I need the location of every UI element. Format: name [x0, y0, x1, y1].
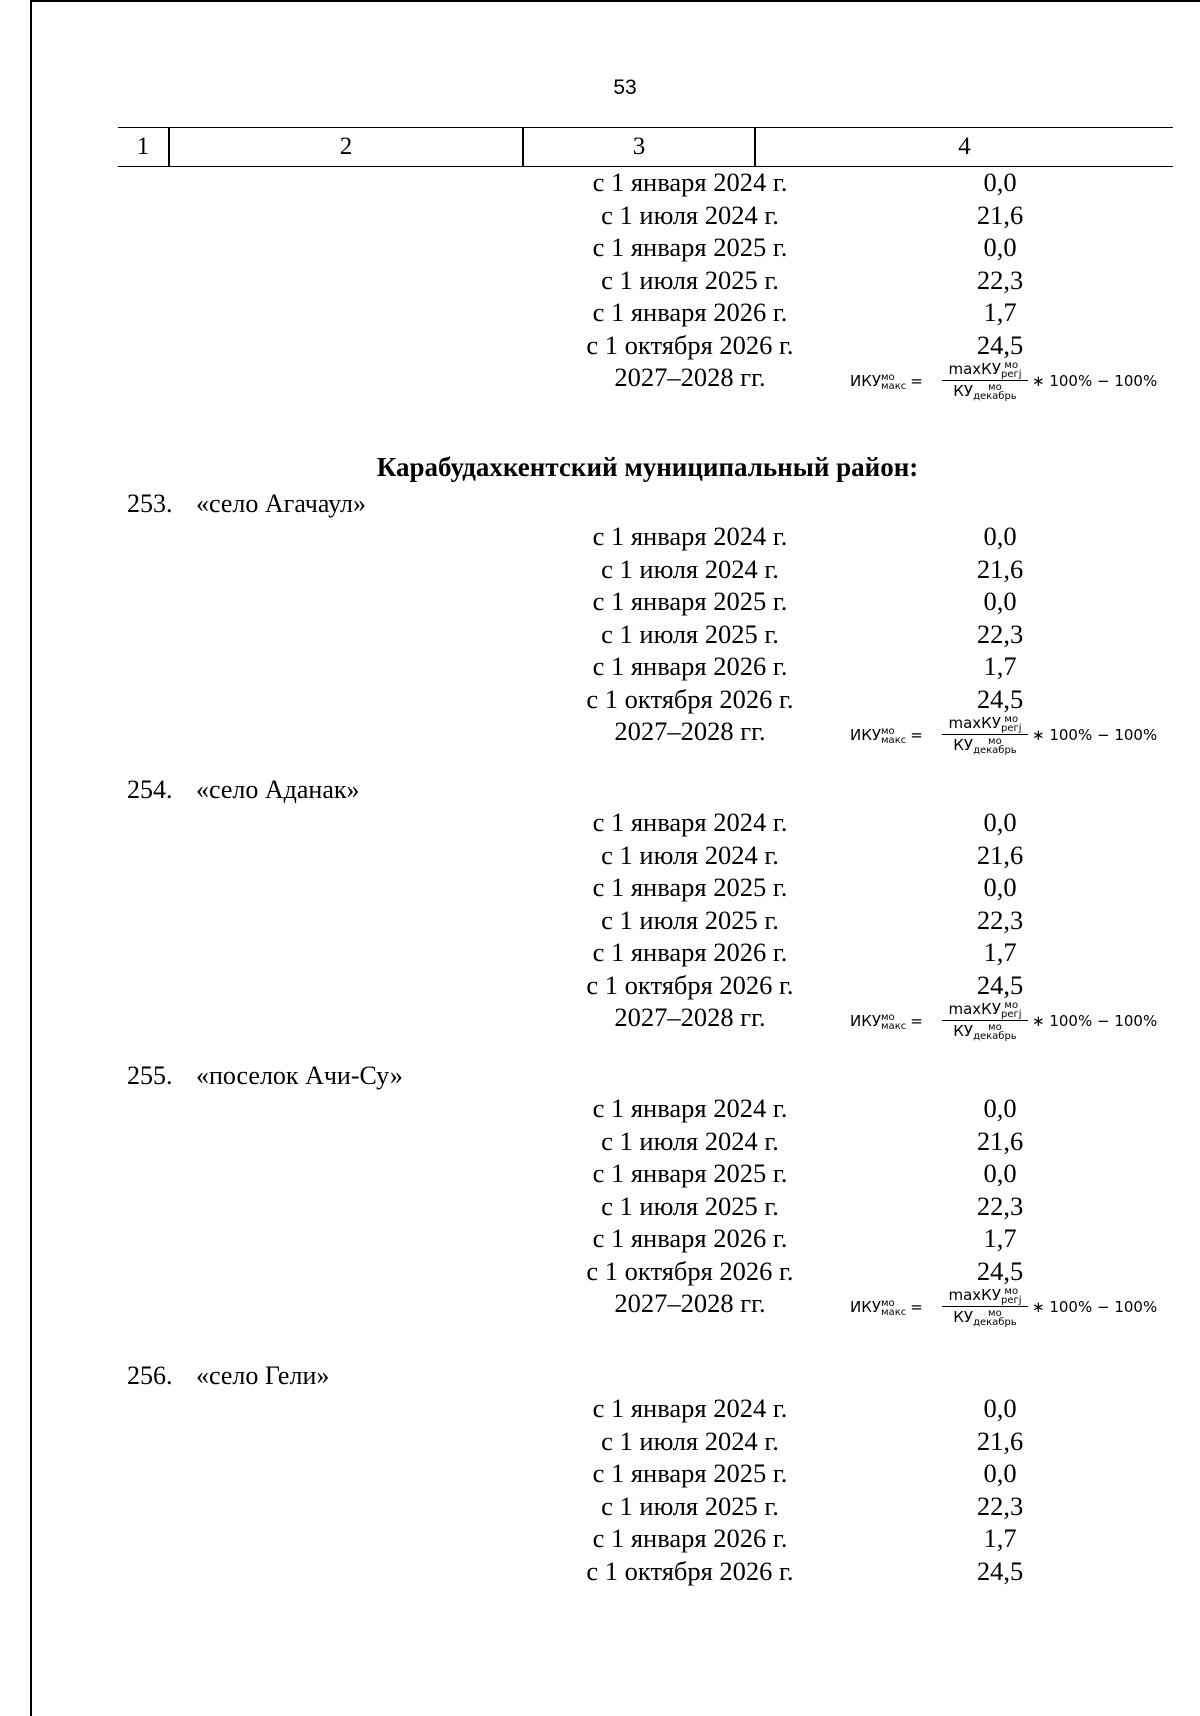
settlement-entry — [0, 1059, 1200, 1092]
effective-date: с 1 января 2026 г. — [592, 297, 788, 327]
formula-denominator-subscript: декабрь — [973, 1030, 1017, 1042]
schedule-row — [0, 520, 1200, 553]
settlement-name: «поселок Ачи-Су» — [196, 1061, 403, 1090]
formula-denominator-subscript: декабрь — [973, 1316, 1017, 1328]
index-formula — [850, 359, 1160, 405]
increase-value: 24,5 — [976, 329, 1024, 360]
formula-lhs-subscript: макс — [881, 1020, 907, 1032]
formula-denominator-subscript: декабрь — [973, 744, 1017, 756]
increase-value: 22,3 — [976, 904, 1024, 935]
formula-lhs-main: ИКУ — [850, 1012, 882, 1030]
increase-value: 0,0 — [983, 807, 1017, 837]
formula-denominator-superscript: мо — [988, 1307, 1002, 1319]
increase-value: 0,0 — [983, 1093, 1017, 1123]
formula-equals: = — [910, 726, 923, 744]
effective-date: с 1 июля 2025 г. — [601, 618, 779, 649]
formula-denominator-indices — [973, 737, 1017, 755]
formula-denominator-main: КУ — [953, 736, 974, 755]
increase-value: 0,0 — [983, 1393, 1017, 1423]
formula-fraction — [942, 999, 1028, 1042]
effective-date: с 1 октября 2026 г. — [586, 1255, 794, 1286]
spacer — [0, 1331, 1200, 1359]
formula-row — [0, 1001, 1200, 1045]
formula-denominator — [942, 381, 1028, 402]
formula-numerator-indices — [1001, 361, 1022, 379]
entry-number: 254. — [127, 775, 173, 804]
schedule-row — [0, 806, 1200, 839]
column-header-3: 3 — [632, 133, 646, 160]
formula-lhs-superscript: мо — [881, 725, 895, 737]
formula-period: 2027–2028 гг. — [614, 1288, 766, 1318]
schedule-row — [0, 618, 1200, 651]
formula-period: 2027–2028 гг. — [614, 1002, 766, 1032]
schedule-row — [0, 296, 1200, 329]
increase-value: 1,7 — [983, 651, 1017, 681]
effective-date: с 1 июля 2025 г. — [601, 1490, 779, 1521]
increase-value: 24,5 — [976, 969, 1024, 1000]
increase-value: 21,6 — [976, 553, 1024, 584]
schedule-row — [0, 1222, 1200, 1255]
formula-denominator-main: КУ — [953, 1308, 974, 1327]
schedule-row — [0, 1392, 1200, 1425]
effective-date: с 1 января 2025 г. — [592, 872, 788, 902]
formula-denominator-superscript: мо — [988, 1021, 1002, 1033]
effective-date: с 1 октября 2026 г. — [586, 683, 794, 714]
effective-date: с 1 января 2026 г. — [592, 651, 788, 681]
entry-number: 256. — [127, 1361, 173, 1390]
settlement-entry — [0, 1359, 1200, 1392]
formula-denominator-main: КУ — [953, 382, 974, 401]
index-formula — [850, 999, 1160, 1045]
formula-numerator-main: maxКУ — [948, 1000, 1001, 1018]
increase-value: 21,6 — [976, 199, 1024, 230]
formula-lhs — [850, 1012, 923, 1031]
formula-numerator-indices — [1001, 1287, 1022, 1305]
schedule-row — [0, 904, 1200, 937]
table-body — [0, 166, 1200, 1587]
increase-value: 21,6 — [976, 839, 1024, 870]
formula-numerator — [942, 713, 1028, 734]
formula-lhs — [850, 1298, 923, 1317]
formula-lhs-subscript: макс — [881, 380, 907, 392]
column-header-2: 2 — [339, 133, 353, 160]
settlement-entry — [0, 773, 1200, 806]
schedule-row — [0, 871, 1200, 904]
schedule-row — [0, 839, 1200, 872]
increase-value: 22,3 — [976, 1490, 1024, 1521]
effective-date: с 1 июля 2025 г. — [601, 264, 779, 295]
formula-numerator-subscript: регj — [1000, 368, 1022, 380]
formula-rhs: ∗ 100% − 100% — [1032, 1012, 1158, 1030]
schedule-row — [0, 585, 1200, 618]
schedule-row — [0, 1190, 1200, 1223]
formula-numerator-indices — [1001, 1001, 1022, 1019]
formula-equals: = — [910, 372, 923, 390]
formula-lhs-main: ИКУ — [850, 726, 882, 744]
schedule-row — [0, 969, 1200, 1002]
formula-lhs-indices — [881, 1299, 906, 1317]
schedule-row — [0, 264, 1200, 297]
formula-numerator-subscript: регj — [1000, 722, 1022, 734]
formula-fraction — [942, 713, 1028, 756]
schedule-row — [0, 1522, 1200, 1555]
increase-value: 22,3 — [976, 618, 1024, 649]
increase-value: 22,3 — [976, 1190, 1024, 1221]
effective-date: с 1 января 2024 г. — [592, 1393, 788, 1423]
scan-border-top — [30, 0, 1200, 2]
increase-value: 0,0 — [983, 167, 1017, 197]
spacer — [0, 759, 1200, 773]
column-header-row — [118, 127, 1173, 167]
formula-denominator-superscript: мо — [988, 381, 1002, 393]
increase-value: 0,0 — [983, 586, 1017, 616]
formula-fraction — [942, 359, 1028, 402]
formula-numerator-indices — [1001, 715, 1022, 733]
schedule-row — [0, 683, 1200, 716]
effective-date: с 1 января 2025 г. — [592, 1158, 788, 1188]
schedule-row — [0, 1125, 1200, 1158]
formula-rhs: ∗ 100% − 100% — [1032, 1298, 1158, 1316]
formula-lhs — [850, 372, 923, 391]
formula-denominator-indices — [973, 383, 1017, 401]
effective-date: с 1 января 2026 г. — [592, 1223, 788, 1253]
effective-date: с 1 октября 2026 г. — [586, 1555, 794, 1586]
schedule-row — [0, 936, 1200, 969]
increase-value: 0,0 — [983, 521, 1017, 551]
formula-lhs-indices — [881, 727, 906, 745]
effective-date: с 1 июля 2025 г. — [601, 904, 779, 935]
formula-row — [0, 361, 1200, 405]
formula-numerator — [942, 999, 1028, 1020]
entry-number: 255. — [127, 1061, 173, 1090]
spacer — [0, 1045, 1200, 1059]
increase-value: 0,0 — [983, 872, 1017, 902]
formula-lhs-subscript: макс — [881, 1306, 907, 1318]
formula-numerator — [942, 1285, 1028, 1306]
settlement-name: «село Гели» — [196, 1361, 330, 1390]
increase-value: 21,6 — [976, 1425, 1024, 1456]
formula-lhs-superscript: мо — [881, 1297, 895, 1309]
formula-row — [0, 715, 1200, 759]
region-title: Карабудахкентский муниципальный район: — [376, 452, 919, 482]
formula-numerator-superscript: мо — [1004, 1285, 1019, 1297]
formula-fraction — [942, 1285, 1028, 1328]
effective-date: с 1 января 2024 г. — [592, 807, 788, 837]
formula-denominator — [942, 1021, 1028, 1042]
formula-equals: = — [910, 1012, 923, 1030]
settlement-entry — [0, 487, 1200, 520]
formula-period: 2027–2028 гг. — [614, 716, 766, 746]
schedule-row — [0, 553, 1200, 586]
effective-date: с 1 июля 2024 г. — [601, 553, 779, 584]
formula-lhs-indices — [881, 373, 906, 391]
formula-lhs — [850, 726, 923, 745]
schedule-row — [0, 1255, 1200, 1288]
formula-rhs: ∗ 100% − 100% — [1032, 726, 1158, 744]
increase-value: 1,7 — [983, 937, 1017, 967]
formula-numerator — [942, 359, 1028, 380]
formula-period: 2027–2028 гг. — [614, 362, 766, 392]
effective-date: с 1 июля 2024 г. — [601, 1125, 779, 1156]
effective-date: с 1 января 2025 г. — [592, 1458, 788, 1488]
schedule-row — [0, 1092, 1200, 1125]
formula-numerator-superscript: мо — [1004, 359, 1019, 371]
increase-value: 1,7 — [983, 1223, 1017, 1253]
formula-denominator-indices — [973, 1309, 1017, 1327]
effective-date: с 1 января 2024 г. — [592, 521, 788, 551]
schedule-row — [0, 650, 1200, 683]
effective-date: с 1 июля 2024 г. — [601, 839, 779, 870]
formula-denominator-superscript: мо — [988, 735, 1002, 747]
effective-date: с 1 января 2024 г. — [592, 167, 788, 197]
index-formula — [850, 1285, 1160, 1331]
effective-date: с 1 октября 2026 г. — [586, 969, 794, 1000]
increase-value: 0,0 — [983, 1158, 1017, 1188]
increase-value: 24,5 — [976, 683, 1024, 714]
increase-value: 24,5 — [976, 1255, 1024, 1286]
formula-numerator-main: maxКУ — [948, 360, 1001, 378]
formula-numerator-main: maxКУ — [948, 1286, 1001, 1304]
column-header-4: 4 — [958, 133, 971, 160]
schedule-row — [0, 1425, 1200, 1458]
formula-denominator-subscript: декабрь — [973, 390, 1017, 402]
formula-lhs-main: ИКУ — [850, 1298, 882, 1316]
schedule-row — [0, 1157, 1200, 1190]
effective-date: с 1 января 2025 г. — [592, 232, 788, 262]
page-number: 53 — [613, 76, 637, 99]
formula-denominator-indices — [973, 1023, 1017, 1041]
formula-numerator-subscript: регj — [1000, 1008, 1022, 1020]
schedule-row — [0, 329, 1200, 362]
increase-value: 24,5 — [976, 1555, 1024, 1586]
formula-denominator-main: КУ — [953, 1022, 974, 1041]
effective-date: с 1 июля 2024 г. — [601, 1425, 779, 1456]
formula-lhs-main: ИКУ — [850, 372, 882, 390]
formula-lhs-indices — [881, 1013, 906, 1031]
entry-number: 253. — [127, 489, 173, 518]
formula-denominator — [942, 735, 1028, 756]
increase-value: 1,7 — [983, 297, 1017, 327]
increase-value: 0,0 — [983, 232, 1017, 262]
schedule-row — [0, 199, 1200, 232]
effective-date: с 1 января 2025 г. — [592, 586, 788, 616]
formula-lhs-superscript: мо — [881, 371, 895, 383]
effective-date: с 1 января 2024 г. — [592, 1093, 788, 1123]
schedule-row — [0, 166, 1200, 199]
formula-lhs-subscript: макс — [881, 734, 907, 746]
formula-numerator-main: maxКУ — [948, 714, 1001, 732]
effective-date: с 1 января 2026 г. — [592, 937, 788, 967]
increase-value: 21,6 — [976, 1125, 1024, 1156]
formula-equals: = — [910, 1298, 923, 1316]
settlement-name: «село Аданак» — [196, 775, 360, 804]
schedule-row — [0, 231, 1200, 264]
effective-date: с 1 июля 2024 г. — [601, 199, 779, 230]
formula-denominator — [942, 1307, 1028, 1328]
schedule-row — [0, 1490, 1200, 1523]
formula-rhs: ∗ 100% − 100% — [1032, 372, 1158, 390]
effective-date: с 1 октября 2026 г. — [586, 329, 794, 360]
effective-date: с 1 января 2026 г. — [592, 1523, 788, 1553]
effective-date: с 1 июля 2025 г. — [601, 1190, 779, 1221]
formula-numerator-subscript: регj — [1000, 1294, 1022, 1306]
increase-value: 0,0 — [983, 1458, 1017, 1488]
schedule-row — [0, 1457, 1200, 1490]
formula-row — [0, 1287, 1200, 1331]
column-header-1: 1 — [136, 133, 150, 160]
index-formula — [850, 713, 1160, 759]
formula-numerator-superscript: мо — [1004, 713, 1019, 725]
schedule-row — [0, 1555, 1200, 1588]
settlement-name: «село Агачаул» — [196, 489, 366, 518]
formula-lhs-superscript: мо — [881, 1011, 895, 1023]
increase-value: 22,3 — [976, 264, 1024, 295]
increase-value: 1,7 — [983, 1523, 1017, 1553]
formula-numerator-superscript: мо — [1004, 999, 1019, 1011]
